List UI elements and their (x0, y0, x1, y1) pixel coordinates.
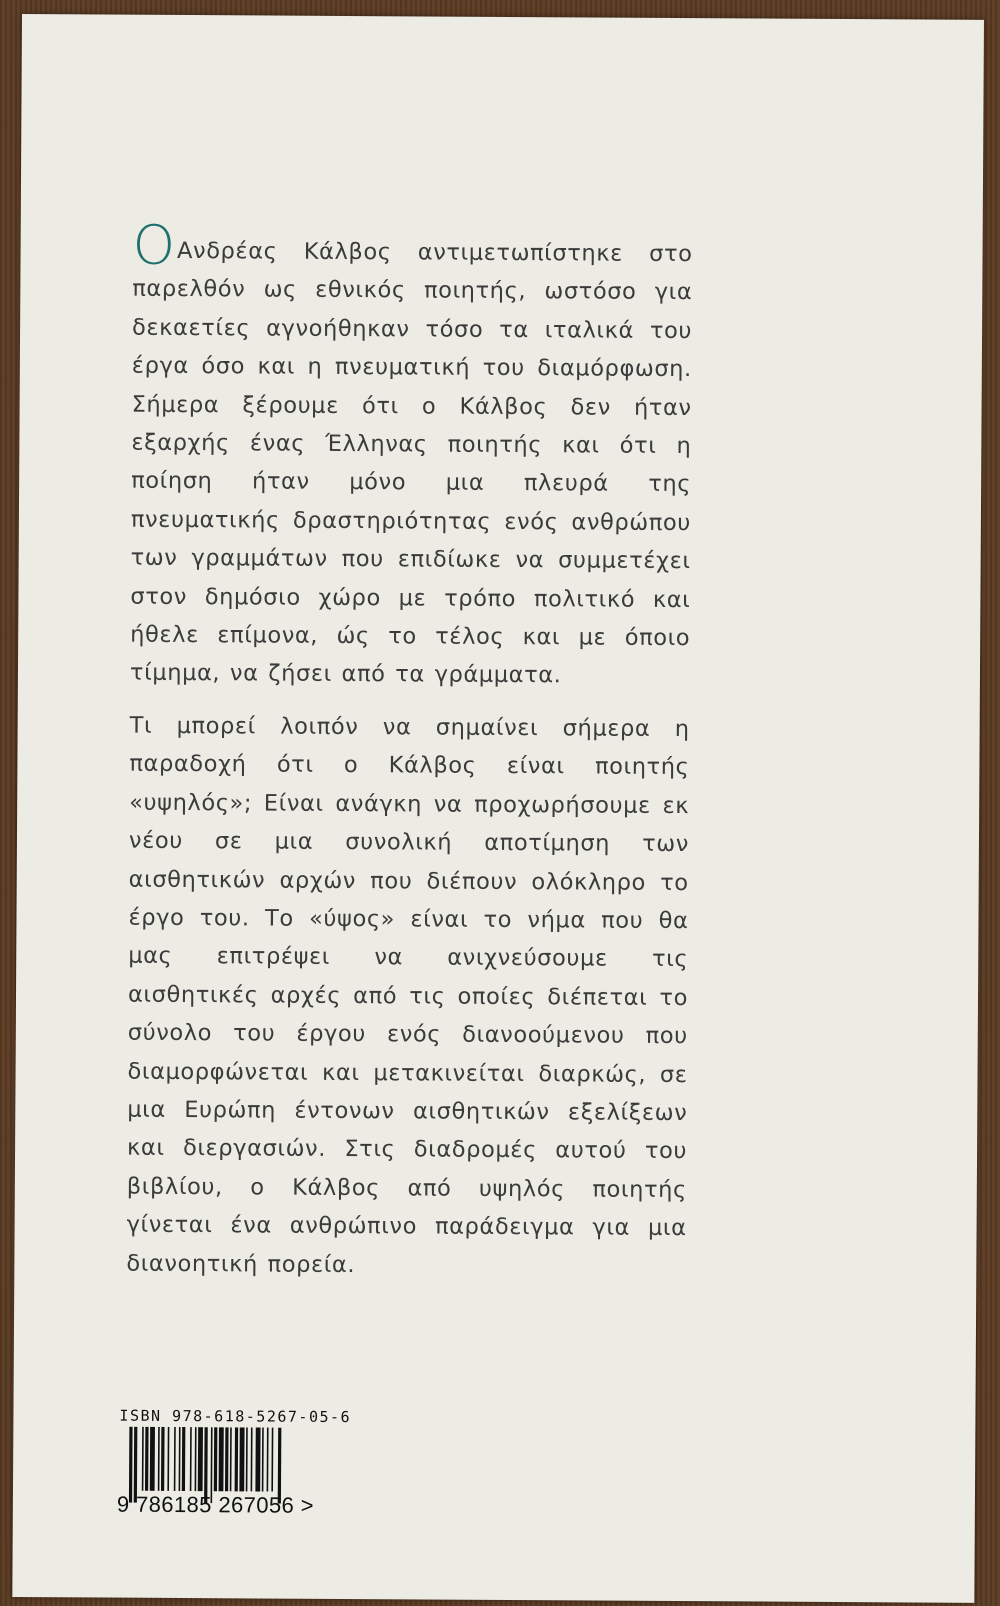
blurb-paragraph-2: Τι μπορεί λοιπόν να σημαίνει σήμερα η παραδοχή ότι ο Κάλβος είναι ποιητής «υψηλός»; Είναι ανάγκη να προχωρήσουμε εκ νέου σε μια συνολική αποτίμηση των αισθητικών αρχών που διέπουν ολόκληρο το έργο του. Το «ύψος» είναι το νήμα που θα μας επιτρέψει να ανιχνεύσουμε τις αισθητικές αρχές από τις οποίες διέπεται το σύνολο του έργου ενός διανοούμενου που διαμορφώνεται και μετακινείται διαρκώς, σε μια Ευρώπη έντονων αισθητικών εξελίξεων και διεργασιών. Στις διαδρομές αυτού του βιβλίου, ο Κάλβος από υψηλός ποιητής γίνεται ένα ανθρώπινο παράδειγμα για μια διανοητική πορεία. (126, 712, 690, 1278)
barcode-bar (271, 1428, 273, 1492)
barcode-bar (262, 1427, 264, 1491)
blurb-paragraph-1-text: Ανδρέας Κάλβος αντιμετωπίστηκε στο παρελθόν ως εθνικός ποιητής, ωστόσο για δεκαετίες αγνοήθηκαν τόσο τα ιταλικά του έργα όσο και η πνευματική του διαμόρφωση. Σήμερα ξέρουμε ότι ο Κάλβος δεν ήταν εξαρχής ένας Έλληνας ποιητής και ότι η ποίηση ήταν μόνο μια πλευρά της πνευματικής δραστηριότητας ενός ανθρώπου των γραμμάτων που επιδίωκε να συμμετέχει στον δημόσιο χώρο με τρόπο πολιτικό και ήθελε επίμονα, ώς το τέλος και με όποιο τίμημα, να ζήσει από τα γράμματα. (129, 237, 693, 689)
barcode-bar (239, 1427, 244, 1491)
barcode-digits: 9 786185 267056 > (116, 1491, 315, 1518)
barcode-bar (142, 1427, 144, 1491)
barcode-bar (235, 1427, 239, 1491)
barcode-bar (150, 1427, 155, 1491)
barcode-bar (145, 1427, 149, 1491)
barcode-bar (255, 1427, 260, 1491)
barcode-bar (174, 1427, 176, 1491)
isbn-label: ISBN 978-618-5267-05-6 (119, 1406, 352, 1427)
blurb-paragraph-1 (129, 213, 693, 696)
barcode-bar (158, 1427, 160, 1491)
barcode-bar (182, 1427, 186, 1491)
barcode-bar (198, 1427, 203, 1491)
barcode-bar (161, 1427, 165, 1491)
book-back-cover (12, 14, 984, 1603)
barcode-bar (219, 1427, 224, 1491)
barcode-bar (267, 1428, 269, 1492)
barcode-bar (195, 1427, 197, 1491)
blurb-text (126, 213, 693, 1286)
barcode-bar (225, 1427, 229, 1491)
barcode-bar (179, 1427, 181, 1491)
barcode-bar (246, 1427, 248, 1491)
drop-cap-initial: Ο (132, 213, 176, 277)
barcode-bar (190, 1427, 192, 1491)
barcode-bar (230, 1427, 232, 1491)
barcode-bar (251, 1427, 253, 1491)
barcode-bar (214, 1427, 218, 1491)
barcode-bar (167, 1427, 169, 1491)
